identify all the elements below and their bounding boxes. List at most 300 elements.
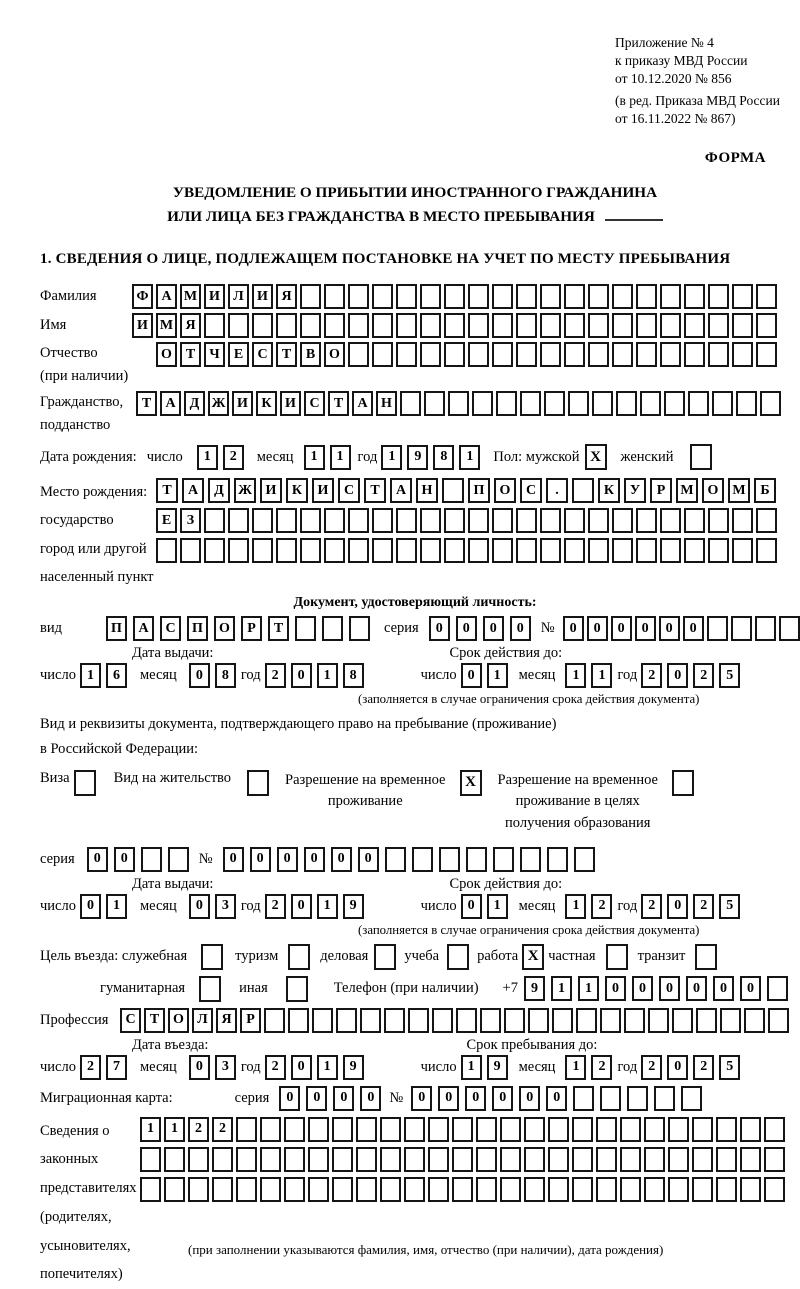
form-cell[interactable]: 2 [591, 894, 612, 919]
form-cell[interactable]: Д [184, 391, 205, 416]
form-cell[interactable]: 0 [333, 1086, 354, 1111]
form-cell[interactable] [756, 342, 777, 367]
form-cell[interactable]: 9 [343, 894, 364, 919]
form-cell[interactable] [372, 508, 393, 533]
form-cell[interactable] [420, 508, 441, 533]
form-cell[interactable] [372, 342, 393, 367]
form-cell[interactable] [654, 1086, 675, 1111]
form-cell[interactable] [300, 284, 321, 309]
form-cell[interactable]: 1 [578, 976, 599, 1001]
form-cell[interactable]: Т [364, 478, 386, 503]
form-cell[interactable] [444, 342, 465, 367]
form-cell[interactable]: 1 [317, 663, 338, 688]
form-cell[interactable]: 8 [215, 663, 236, 688]
form-cell[interactable]: М [156, 313, 177, 338]
form-cell[interactable] [476, 1117, 497, 1142]
form-cell[interactable] [516, 508, 537, 533]
form-cell[interactable] [572, 478, 594, 503]
form-cell[interactable]: 3 [215, 894, 236, 919]
form-cell[interactable] [644, 1117, 665, 1142]
form-cell[interactable]: Т [144, 1008, 165, 1033]
form-cell[interactable] [420, 284, 441, 309]
form-cell[interactable] [420, 313, 441, 338]
form-cell[interactable] [476, 1177, 497, 1202]
form-cell[interactable] [520, 391, 541, 416]
form-cell[interactable] [284, 1177, 305, 1202]
form-cell[interactable]: П [106, 616, 127, 641]
form-cell[interactable]: 1 [565, 894, 586, 919]
form-cell[interactable] [384, 1008, 405, 1033]
form-cell[interactable]: 2 [693, 663, 714, 688]
study-checkbox[interactable] [447, 944, 469, 970]
form-cell[interactable] [524, 1117, 545, 1142]
form-cell[interactable] [324, 508, 345, 533]
form-cell[interactable] [732, 538, 753, 563]
form-cell[interactable] [572, 1117, 593, 1142]
form-cell[interactable] [444, 538, 465, 563]
form-cell[interactable] [141, 847, 162, 872]
form-cell[interactable]: Я [276, 284, 297, 309]
form-cell[interactable] [492, 313, 513, 338]
form-cell[interactable]: 2 [693, 1055, 714, 1080]
form-cell[interactable] [592, 391, 613, 416]
form-cell[interactable] [408, 1008, 429, 1033]
form-cell[interactable] [276, 538, 297, 563]
form-cell[interactable]: 0 [667, 663, 688, 688]
form-cell[interactable]: К [598, 478, 620, 503]
form-cell[interactable] [236, 1147, 257, 1172]
form-cell[interactable] [681, 1086, 702, 1111]
form-cell[interactable] [552, 1008, 573, 1033]
form-cell[interactable] [596, 1147, 617, 1172]
form-cell[interactable]: И [280, 391, 301, 416]
form-cell[interactable] [660, 538, 681, 563]
form-cell[interactable] [324, 313, 345, 338]
form-cell[interactable] [322, 616, 343, 641]
form-cell[interactable] [744, 1008, 765, 1033]
form-cell[interactable] [732, 508, 753, 533]
form-cell[interactable] [740, 1117, 761, 1142]
form-cell[interactable]: Е [156, 508, 177, 533]
form-cell[interactable]: 5 [719, 663, 740, 688]
form-cell[interactable]: 1 [565, 1055, 586, 1080]
form-cell[interactable]: 0 [358, 847, 379, 872]
form-cell[interactable] [288, 1008, 309, 1033]
form-cell[interactable]: Ф [132, 284, 153, 309]
form-cell[interactable]: 5 [719, 894, 740, 919]
form-cell[interactable] [420, 538, 441, 563]
form-cell[interactable] [493, 847, 514, 872]
form-cell[interactable] [588, 538, 609, 563]
form-cell[interactable] [720, 1008, 741, 1033]
visa-checkbox[interactable] [74, 770, 96, 796]
form-cell[interactable] [372, 538, 393, 563]
form-cell[interactable]: И [260, 478, 282, 503]
form-cell[interactable] [692, 1177, 713, 1202]
form-cell[interactable] [596, 1117, 617, 1142]
form-cell[interactable]: 1 [487, 663, 508, 688]
form-cell[interactable]: 2 [641, 894, 662, 919]
form-cell[interactable] [284, 1117, 305, 1142]
form-cell[interactable]: 0 [465, 1086, 486, 1111]
form-cell[interactable] [252, 313, 273, 338]
form-cell[interactable] [444, 284, 465, 309]
form-cell[interactable]: 2 [188, 1117, 209, 1142]
form-cell[interactable]: 9 [524, 976, 545, 1001]
form-cell[interactable]: 0 [291, 1055, 312, 1080]
form-cell[interactable]: 0 [683, 616, 704, 641]
transit-checkbox[interactable] [695, 944, 717, 970]
form-cell[interactable]: 0 [277, 847, 298, 872]
form-cell[interactable] [564, 284, 585, 309]
form-cell[interactable] [444, 508, 465, 533]
form-cell[interactable] [612, 284, 633, 309]
form-cell[interactable] [372, 313, 393, 338]
form-cell[interactable]: П [187, 616, 208, 641]
form-cell[interactable]: 9 [343, 1055, 364, 1080]
form-cell[interactable] [492, 342, 513, 367]
form-cell[interactable]: А [390, 478, 412, 503]
form-cell[interactable] [472, 391, 493, 416]
form-cell[interactable]: 1 [317, 894, 338, 919]
form-cell[interactable] [692, 1147, 713, 1172]
form-cell[interactable]: Т [180, 342, 201, 367]
form-cell[interactable]: 2 [641, 1055, 662, 1080]
form-cell[interactable]: О [156, 342, 177, 367]
form-cell[interactable] [692, 1117, 713, 1142]
form-cell[interactable]: А [156, 284, 177, 309]
form-cell[interactable] [228, 508, 249, 533]
form-cell[interactable]: Б [754, 478, 776, 503]
form-cell[interactable] [252, 538, 273, 563]
form-cell[interactable] [696, 1008, 717, 1033]
form-cell[interactable]: 0 [546, 1086, 567, 1111]
form-cell[interactable] [740, 1177, 761, 1202]
form-cell[interactable] [468, 508, 489, 533]
form-cell[interactable]: С [120, 1008, 141, 1033]
form-cell[interactable]: С [338, 478, 360, 503]
form-cell[interactable] [300, 538, 321, 563]
form-cell[interactable] [349, 616, 370, 641]
form-cell[interactable]: 0 [189, 663, 210, 688]
form-cell[interactable] [756, 284, 777, 309]
form-cell[interactable] [332, 1177, 353, 1202]
form-cell[interactable] [188, 1177, 209, 1202]
form-cell[interactable] [540, 313, 561, 338]
form-cell[interactable]: 2 [212, 1117, 233, 1142]
form-cell[interactable] [452, 1117, 473, 1142]
form-cell[interactable]: 0 [461, 894, 482, 919]
form-cell[interactable]: 0 [667, 894, 688, 919]
form-cell[interactable] [731, 616, 752, 641]
form-cell[interactable] [276, 313, 297, 338]
form-cell[interactable] [260, 1177, 281, 1202]
form-cell[interactable] [516, 538, 537, 563]
form-cell[interactable]: 8 [343, 663, 364, 688]
form-cell[interactable] [300, 313, 321, 338]
form-cell[interactable] [308, 1147, 329, 1172]
form-cell[interactable]: 1 [381, 445, 402, 470]
form-cell[interactable]: Т [268, 616, 289, 641]
form-cell[interactable] [779, 616, 800, 641]
form-cell[interactable] [588, 313, 609, 338]
form-cell[interactable] [520, 847, 541, 872]
form-cell[interactable] [564, 508, 585, 533]
other-checkbox[interactable] [286, 976, 308, 1002]
form-cell[interactable]: 8 [433, 445, 454, 470]
form-cell[interactable] [396, 342, 417, 367]
form-cell[interactable]: 9 [407, 445, 428, 470]
form-cell[interactable] [404, 1117, 425, 1142]
form-cell[interactable] [544, 391, 565, 416]
form-cell[interactable]: 2 [641, 663, 662, 688]
rvp-edu-checkbox[interactable] [672, 770, 694, 796]
form-cell[interactable]: С [252, 342, 273, 367]
form-cell[interactable] [228, 538, 249, 563]
form-cell[interactable] [300, 508, 321, 533]
form-cell[interactable]: 0 [250, 847, 271, 872]
form-cell[interactable] [732, 313, 753, 338]
form-cell[interactable] [596, 1177, 617, 1202]
form-cell[interactable] [468, 342, 489, 367]
form-cell[interactable] [264, 1008, 285, 1033]
form-cell[interactable] [612, 508, 633, 533]
form-cell[interactable]: К [286, 478, 308, 503]
form-cell[interactable]: Д [208, 478, 230, 503]
form-cell[interactable]: Е [228, 342, 249, 367]
form-cell[interactable] [767, 976, 788, 1001]
form-cell[interactable] [396, 313, 417, 338]
form-cell[interactable] [428, 1147, 449, 1172]
form-cell[interactable] [684, 342, 705, 367]
form-cell[interactable] [548, 1117, 569, 1142]
form-cell[interactable]: 2 [223, 445, 244, 470]
form-cell[interactable]: 0 [189, 1055, 210, 1080]
form-cell[interactable] [308, 1177, 329, 1202]
form-cell[interactable] [212, 1177, 233, 1202]
form-cell[interactable]: 1 [164, 1117, 185, 1142]
form-cell[interactable] [636, 284, 657, 309]
form-cell[interactable]: 0 [306, 1086, 327, 1111]
form-cell[interactable] [356, 1177, 377, 1202]
form-cell[interactable] [500, 1117, 521, 1142]
form-cell[interactable]: И [232, 391, 253, 416]
form-cell[interactable] [716, 1177, 737, 1202]
form-cell[interactable] [612, 342, 633, 367]
form-cell[interactable]: О [494, 478, 516, 503]
form-cell[interactable] [540, 342, 561, 367]
form-cell[interactable] [732, 284, 753, 309]
form-cell[interactable] [707, 616, 728, 641]
form-cell[interactable] [764, 1147, 785, 1172]
form-cell[interactable] [755, 616, 776, 641]
form-cell[interactable]: Л [192, 1008, 213, 1033]
form-cell[interactable]: Т [156, 478, 178, 503]
form-cell[interactable] [428, 1177, 449, 1202]
form-cell[interactable]: 0 [291, 663, 312, 688]
form-cell[interactable] [600, 1008, 621, 1033]
form-cell[interactable]: 0 [461, 663, 482, 688]
form-cell[interactable]: И [312, 478, 334, 503]
form-cell[interactable] [736, 391, 757, 416]
form-cell[interactable] [492, 538, 513, 563]
form-cell[interactable] [540, 508, 561, 533]
form-cell[interactable]: 1 [459, 445, 480, 470]
form-cell[interactable] [616, 391, 637, 416]
form-cell[interactable] [432, 1008, 453, 1033]
form-cell[interactable] [504, 1008, 525, 1033]
form-cell[interactable] [547, 847, 568, 872]
form-cell[interactable]: 2 [265, 1055, 286, 1080]
form-cell[interactable]: . [546, 478, 568, 503]
form-cell[interactable] [708, 538, 729, 563]
form-cell[interactable]: Н [416, 478, 438, 503]
form-cell[interactable]: 0 [483, 616, 504, 641]
tourism-checkbox[interactable] [288, 944, 310, 970]
form-cell[interactable]: 0 [114, 847, 135, 872]
form-cell[interactable]: А [182, 478, 204, 503]
form-cell[interactable] [324, 538, 345, 563]
form-cell[interactable] [396, 284, 417, 309]
form-cell[interactable] [348, 342, 369, 367]
form-cell[interactable] [756, 508, 777, 533]
form-cell[interactable]: О [702, 478, 724, 503]
form-cell[interactable] [476, 1147, 497, 1172]
form-cell[interactable]: 0 [80, 894, 101, 919]
form-cell[interactable]: Ж [208, 391, 229, 416]
form-cell[interactable]: 1 [80, 663, 101, 688]
form-cell[interactable] [312, 1008, 333, 1033]
form-cell[interactable]: 0 [713, 976, 734, 1001]
form-cell[interactable]: 0 [189, 894, 210, 919]
form-cell[interactable] [640, 391, 661, 416]
form-cell[interactable] [156, 538, 177, 563]
form-cell[interactable] [516, 313, 537, 338]
form-cell[interactable] [468, 313, 489, 338]
form-cell[interactable] [660, 313, 681, 338]
form-cell[interactable]: 0 [587, 616, 608, 641]
form-cell[interactable]: 1 [197, 445, 218, 470]
form-cell[interactable]: 0 [438, 1086, 459, 1111]
form-cell[interactable] [496, 391, 517, 416]
form-cell[interactable]: А [133, 616, 154, 641]
form-cell[interactable]: 7 [106, 1055, 127, 1080]
form-cell[interactable]: Т [328, 391, 349, 416]
form-cell[interactable]: 0 [510, 616, 531, 641]
form-cell[interactable] [439, 847, 460, 872]
form-cell[interactable] [500, 1177, 521, 1202]
form-cell[interactable] [576, 1008, 597, 1033]
form-cell[interactable] [295, 616, 316, 641]
form-cell[interactable] [228, 313, 249, 338]
form-cell[interactable] [168, 847, 189, 872]
form-cell[interactable] [572, 1147, 593, 1172]
form-cell[interactable] [260, 1117, 281, 1142]
form-cell[interactable] [712, 391, 733, 416]
form-cell[interactable] [588, 284, 609, 309]
form-cell[interactable] [284, 1147, 305, 1172]
form-cell[interactable] [380, 1147, 401, 1172]
form-cell[interactable] [424, 391, 445, 416]
form-cell[interactable]: 1 [461, 1055, 482, 1080]
form-cell[interactable]: 0 [519, 1086, 540, 1111]
form-cell[interactable] [588, 342, 609, 367]
form-cell[interactable] [164, 1147, 185, 1172]
form-cell[interactable] [672, 1008, 693, 1033]
form-cell[interactable] [396, 508, 417, 533]
form-cell[interactable] [708, 342, 729, 367]
form-cell[interactable] [332, 1147, 353, 1172]
form-cell[interactable] [564, 313, 585, 338]
form-cell[interactable] [524, 1147, 545, 1172]
form-cell[interactable]: 0 [304, 847, 325, 872]
form-cell[interactable] [764, 1177, 785, 1202]
form-cell[interactable]: 0 [563, 616, 584, 641]
form-cell[interactable] [500, 1147, 521, 1172]
form-cell[interactable] [756, 313, 777, 338]
form-cell[interactable] [660, 284, 681, 309]
form-cell[interactable] [627, 1086, 648, 1111]
form-cell[interactable] [548, 1177, 569, 1202]
form-cell[interactable] [444, 313, 465, 338]
form-cell[interactable]: 0 [740, 976, 761, 1001]
form-cell[interactable] [348, 284, 369, 309]
form-cell[interactable] [732, 342, 753, 367]
form-cell[interactable] [644, 1147, 665, 1172]
form-cell[interactable]: Н [376, 391, 397, 416]
form-cell[interactable]: 9 [487, 1055, 508, 1080]
form-cell[interactable] [276, 508, 297, 533]
form-cell[interactable]: 5 [719, 1055, 740, 1080]
form-cell[interactable]: У [624, 478, 646, 503]
form-cell[interactable]: И [132, 313, 153, 338]
form-cell[interactable] [548, 1147, 569, 1172]
form-cell[interactable]: Я [216, 1008, 237, 1033]
form-cell[interactable] [252, 508, 273, 533]
form-cell[interactable]: 0 [411, 1086, 432, 1111]
form-cell[interactable]: 6 [106, 663, 127, 688]
form-cell[interactable] [468, 538, 489, 563]
form-cell[interactable] [385, 847, 406, 872]
form-cell[interactable] [620, 1177, 641, 1202]
form-cell[interactable]: 1 [317, 1055, 338, 1080]
form-cell[interactable] [480, 1008, 501, 1033]
form-cell[interactable] [180, 538, 201, 563]
official-checkbox[interactable] [201, 944, 223, 970]
female-checkbox[interactable] [690, 444, 712, 470]
form-cell[interactable]: 2 [265, 894, 286, 919]
form-cell[interactable]: 1 [487, 894, 508, 919]
form-cell[interactable]: И [204, 284, 225, 309]
form-cell[interactable]: 0 [456, 616, 477, 641]
form-cell[interactable] [708, 313, 729, 338]
form-cell[interactable]: Ч [204, 342, 225, 367]
form-cell[interactable]: 0 [632, 976, 653, 1001]
form-cell[interactable] [456, 1008, 477, 1033]
form-cell[interactable] [492, 284, 513, 309]
form-cell[interactable] [420, 342, 441, 367]
form-cell[interactable]: 3 [215, 1055, 236, 1080]
form-cell[interactable]: 0 [686, 976, 707, 1001]
form-cell[interactable]: 0 [635, 616, 656, 641]
form-cell[interactable] [164, 1177, 185, 1202]
private-checkbox[interactable] [606, 944, 628, 970]
form-cell[interactable]: В [300, 342, 321, 367]
form-cell[interactable] [260, 1147, 281, 1172]
form-cell[interactable]: Р [241, 616, 262, 641]
form-cell[interactable] [760, 391, 781, 416]
form-cell[interactable] [452, 1177, 473, 1202]
